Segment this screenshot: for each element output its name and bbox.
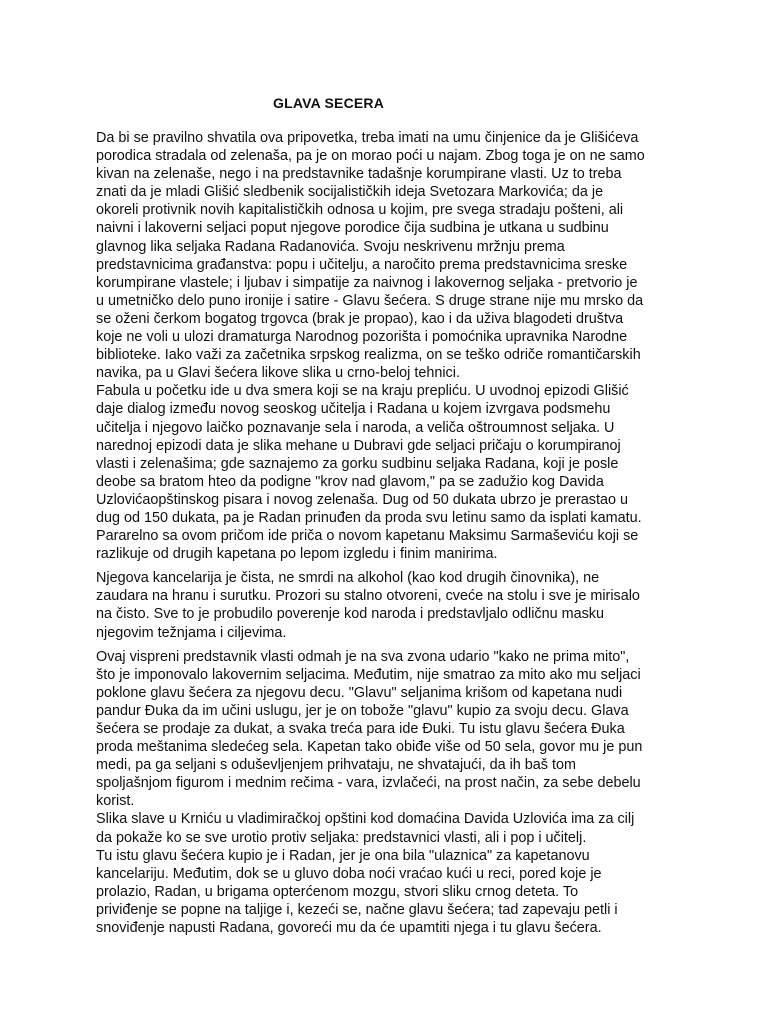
text-line: Pararelno sa ovom pričom ide priča o novom kapetanu Maksimu Sarmaševiću koji se: [96, 528, 639, 545]
text-line: Da bi se pravilno shvatila ova pripovetka, treba imati na umu činjenice da je Glišićeva: [96, 130, 639, 146]
text-line: njegovim težnjama i ciljevima.: [96, 624, 287, 641]
text-line: navika, pa u Glavi šećera likove slika u crno-beloj tehnici.: [96, 365, 460, 382]
document-body: [96, 129, 686, 937]
text-line: znati da je mladi Glišić sledbenik socijalističkih ideja Svetozara Markovića; da je: [96, 184, 604, 201]
text-line: na čisto. Sve to je probudilo poverenje kod naroda i predstavljalo odličnu masku: [96, 606, 604, 623]
text-line: korist.: [96, 793, 135, 810]
text-line: vlasti i zelenašima; gde saznajemo za gorku sudbinu seljaka Radana, koji je posle: [96, 455, 619, 472]
text-line: daje dialog između novog seoskog učitelja i Radana u kojem izvrgava podsmehu: [96, 401, 611, 418]
text-line: dug od 150 dukata, pa je Radan prinuđen da proda svu letinu samo da isplati kamatu.: [96, 509, 642, 526]
text-line: naivni i lakoverni seljaci poput njegove porodice čija sudbina je utkana u sudbinu: [96, 220, 609, 237]
text-line: medi, pa ga seljani s oduševljenjem prihvataju, ne shvatajući, da ih baš tom: [96, 757, 576, 774]
text-line: kivan na zelenaše, nego i na predstavnike tadašnje korumpirane vlasti. Uz to treba: [96, 166, 622, 183]
text-line: Tu istu glavu šećera kupio je i Radan, jer je ona bila "ulaznica" za kapetanovu: [96, 847, 590, 864]
text-line: spoljašnjom figurom i mednim rečima - vara, izvlačeći, na prost način, za sebe debelu: [96, 775, 641, 792]
text-line: što je imponovalo lakovernim seljacima. Međutim, nije smatrao za mito ako mu seljaci: [96, 666, 641, 683]
text-line: snoviđenje napusti Radana, govoreći mu da će upamtiti njega i tu glavu šećera.: [96, 920, 602, 937]
text-line: Njegova kancelarija je čista, ne smrdi na alkohol (kao kod drugih činovnika), ne: [96, 570, 600, 587]
text-line: koje ne voli u ulozi dramaturga Narodnog pozorišta i pomoćnika upravnika Narodne: [96, 329, 628, 346]
text-line: da pokaže ko se sve urotio protiv seljaka: predstavnici vlasti, ali i pop i učitelj.: [96, 829, 587, 846]
text-line: u umetničko delo puno ironije i satire - Glavu šećera. S druge strane nije mu mrsko da: [96, 292, 644, 309]
text-line: se oženi čerkom bogatog trgovca (brak je propao), kao i da uživa blagodeti društva: [96, 310, 624, 327]
text-line: poklone glavu šećera za njegovu decu. "Glavu" seljanima krišom od kapetana nudi: [96, 684, 623, 701]
text-line: Ovaj vispreni predstavnik vlasti odmah je na sva zvona udario "kako ne prima mito",: [96, 648, 630, 665]
text-line: priviđenje se popne na taljige i, kezeći se, načne glavu šećera; tad zapevaju petli i: [96, 901, 618, 918]
text-line: Fabula u početku ide u dva smera koji se na kraju prepliću. U uvodnoj epizodi Glišić: [96, 383, 629, 400]
text-line: narednoj epizodi data je slika mehane u Dubravi gde seljaci pričaju o korumpiranoj: [96, 437, 621, 454]
text-line: šećera se prodaje za dukat, a svaka treća para ide Đuki. Tu istu glavu šećera Đuka: [96, 721, 625, 737]
text-line: prolazio, Radan, u brigama opterćenom mozgu, stvori sliku crnog deteta. To: [96, 883, 579, 900]
text-line: Uzlovićaopštinskog pisara i novog zelenaša. Dug od 50 dukata ubrzo je prerastao u: [96, 491, 628, 508]
text-line: razlikuje od drugih kapetana po lepom izgledu i finim manirima.: [96, 546, 498, 563]
document-title: GLAVA SECERA: [273, 95, 385, 111]
text-line: biblioteke. Iako važi za začetnika srpskog realizma, on se teško odriče romantičarskih: [96, 347, 641, 364]
text-line: proda meštanima sledećeg sela. Kapetan tako obiđe više od 50 sela, govor mu je pun: [96, 739, 643, 756]
text-line: predstavnicima građanstva: popu i učitelju, a naročito prema predstavnicima sreske: [96, 256, 628, 273]
text-line: porodica stradala od zelenaša, pa je on morao poći u najam. Zbog toga je on ne samo: [96, 148, 645, 165]
text-line: okoreli protivnik novih kapitalističkih odnosa u kojim, pre svega stradaju pošteni, ali: [96, 202, 624, 219]
text-line: kancelariju. Međutim, dok se u gluvo doba noći vraćao kući u reci, pored koje je: [96, 865, 602, 882]
text-line: korumpirane vlastele; i ljubav i simpatije za naivnog i lakovernog seljaka - pretvorio je: [96, 274, 638, 291]
text-line: deobe sa bratom hteo da podigne "krov nad glavom," pa se zadužio kog Davida: [96, 473, 604, 490]
text-line: glavnog lika seljaka Radana Radanovića. Svoju neskrivenu mržnju prema: [96, 238, 565, 255]
text-line: pandur Đuka da im učini uslugu, jer je on tobože "glavu" kupio za svoju decu. Glava: [96, 702, 629, 719]
text-line: Slika slave u Krniću u vladimiračkoj opštini kod domaćina Davida Uzlovića ima za cilj: [96, 811, 635, 828]
text-line: učitelja i njegovo laičko poznavanje sela i naroda, a veliča oštroumnost seljaka. U: [96, 419, 615, 436]
text-line: zaudara na hranu i surutku. Prozori su stalno otvoreni, cveće na stolu i sve je mirisalo: [96, 588, 640, 605]
